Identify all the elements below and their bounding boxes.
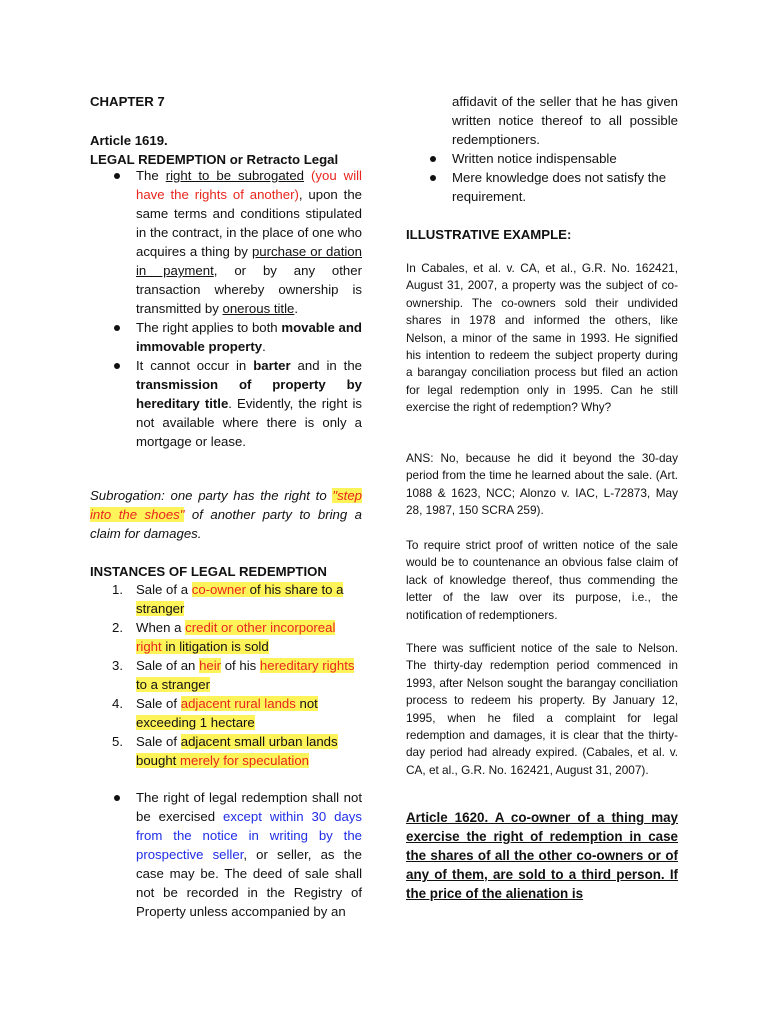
- example-paragraph: In Cabales, et al. v. CA, et al., G.R. No. 162421, August 31, 2007, a property was the subject of co-ownership. The co-owners sold their undivided shares in 1978 and informed the others, like Nelson, a minor of the same in 1993. He signified his intention to redeem the subject property during a barangay conciliation process but filed an action for legal redemption only in 1995. Can he still exercise the right of redemption? Why?: [406, 261, 678, 415]
- redemption-period-bullets: [90, 788, 362, 921]
- article-1620-text: Article 1620. A co-owner of a thing may exercise the right of redemption in case the shares of all the other co-owners or of any of them, are sold to a third person. If the price of the alienation is: [406, 810, 678, 901]
- bullet-subrogation-definition: The right to be subrogated (you will have the rights of another), upon the same terms and conditions stipulated in the contract, in the place of one who acquires a thing by purchase or dation in payment, or by any other transaction whereby ownership is transmitted by onerous title.: [90, 166, 362, 318]
- chapter-heading: CHAPTER 7: [90, 94, 165, 109]
- article-number: Article 1619.: [90, 133, 168, 148]
- instance-item-5: 5. Sale of adjacent small urban lands bought merely for speculation: [112, 734, 338, 768]
- answer-paragraph: ANS: No, because he did it beyond the 30-day period from the time he learned about the sale. (Art. 1088 & 1623, NCC; Alonzo v. IAC, L-72873, May 28, 1987, 150 SCRA 259).: [406, 451, 678, 518]
- instance-item-1: 1. Sale of a co-owner of his share to a stranger: [112, 582, 344, 616]
- sufficient-notice-paragraph: There was sufficient notice of the sale to Nelson. The thirty-day redemption period commenced in 1993, after Nelson sought the barangay conciliation process to redeem his property. By January 12, 1995, when he filed a complaint for legal redemption and damages, it is clear that the thirty-day period had already expired. (Cabales, et al. v. CA, et al., G.R. No. 162421, August 31, 2007).: [406, 641, 678, 777]
- bullet-redemption-period: The right of legal redemption shall not be exercised except within 30 days from the notice in writing by the prospective seller, or seller, as the case may be. The deed of sale shall not be recorded in the Registry of Property unless accompanied by an: [90, 788, 362, 921]
- article-title: LEGAL REDEMPTION or Retracto Legal: [90, 152, 339, 167]
- bullet-written-notice: Written notice indispensable: [406, 149, 678, 168]
- instance-item-3: 3. Sale of an heir of his hereditary rights to a stranger: [112, 658, 355, 692]
- notice-bullets: [406, 149, 678, 206]
- definition-bullets: [90, 166, 362, 451]
- illustrative-example-heading: ILLUSTRATIVE EXAMPLE:: [406, 227, 572, 242]
- affidavit-continuation: affidavit of the seller that he has given written notice thereof to all possible redemptioners.: [452, 94, 678, 147]
- bullet-barter-exception: It cannot occur in barter and in the transmission of property by hereditary title. Evidently, the right is not available where there is only a mortgage or lease.: [90, 356, 362, 451]
- bullet-movable-immovable: The right applies to both movable and immovable property.: [90, 318, 362, 356]
- instances-list: [90, 580, 362, 770]
- instance-item-2: 2. When a credit or other incorporeal right in litigation is sold: [112, 620, 336, 654]
- instance-item-4: 4. Sale of adjacent rural lands not exceeding 1 hectare: [112, 696, 318, 730]
- bullet-mere-knowledge: Mere knowledge does not satisfy the requirement.: [406, 168, 678, 206]
- subrogation-note: Subrogation: one party has the right to "step into the shoes" of another party to bring a claim for damages.: [90, 488, 363, 541]
- strict-proof-paragraph: To require strict proof of written notice of the sale would be to countenance an obvious false claim of lack of knowledge thereof, thus commending the letter of the law over its purpose, i.e., the notification of redemptioners.: [406, 538, 678, 622]
- instances-heading: INSTANCES OF LEGAL REDEMPTION: [90, 564, 327, 579]
